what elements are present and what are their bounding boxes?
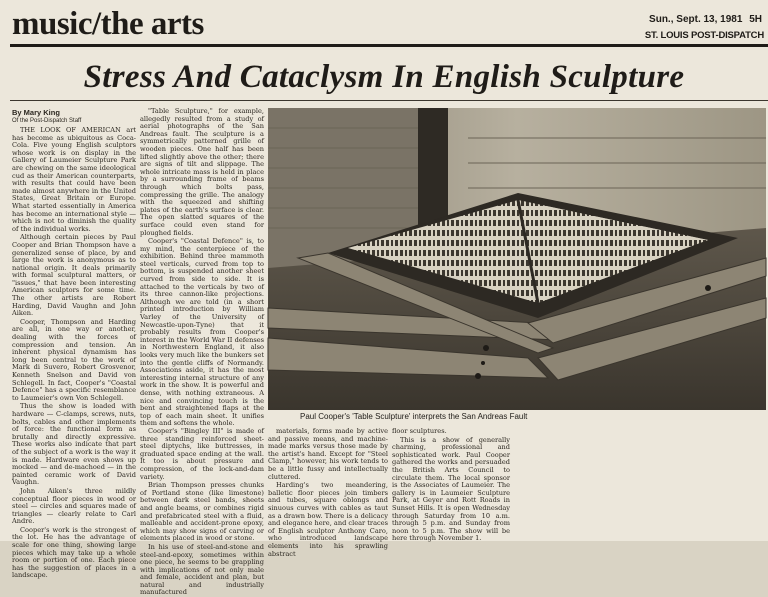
paragraph: Although certain pieces by Paul Cooper and Brian Thompson have a generalized sense of place, by and large the work is anonymous as to national origin. It deals primarily with formal sculptural matters, or "issues," that have been interesting American sculptors for some time. The other artists are Robert Harding, David Vaughn and John Aiken. (12, 233, 136, 318)
paragraph: Cooper, Thompson and Harding are all, in one way or another, dealing with the forces of compression and tension. An inherent physical dynamism has long been central to the work of Mark di Suvero, Robert Grosvenor, Kenneth Snelson and David von Schlegell. In fact, Cooper's "Coastal Defence" has a specific resemblance to Laumeier's own Von Schlegell. (12, 317, 136, 402)
byline-author: By Mary King (12, 108, 60, 117)
paragraph: Brian Thompson presses chunks of Portland stone (like limestone) between dark steel bands, sheets and angle beams, or combines rigid and prefabricated steel with a fluid, malleable and accident-prone epoxy, which may show signs of carving or elements placed in wood or stone. (140, 481, 264, 543)
paragraph: Thus the show is loaded with hardware — C-clamps, screws, nuts, bolts, cables and other implements of force: the functional form as brutally and directly expressive. These works also indicate that part of the subject of a work is the way it is made. Hardware even shows up mocked — and de-machoed — in the painted ceramic work of David Vaughn. (12, 402, 136, 487)
paragraph: Cooper's work is the strongest of the lot. He has the advantage of scale for one thing, showing large pieces which may take up a whole room or portion of one. Each piece has the suggestion of places in a landscape. (12, 525, 136, 580)
paragraph: John Aiken's three mildly conceptual floor pieces in wood or steel — circles and squares made of triangles — clearly relate to Carl Andre. (12, 486, 136, 526)
page-number: 5H (749, 14, 762, 25)
newspaper-name: ST. LOUIS POST-DISPATCH (644, 30, 764, 41)
article-column-2-continued (140, 427, 264, 597)
article-column-2 (140, 108, 264, 426)
headline-rule (10, 100, 768, 101)
masthead-rule (10, 44, 768, 47)
paragraph: floor sculptures. (392, 427, 447, 435)
paragraph: In his use of steel-and-stone and steel-and-epoxy, sometimes within one piece, he seems to be grappling with implications of not only male and female, accident and plan, but natural and industrially manufactured (140, 542, 264, 597)
paragraph: Cooper's "Coastal Defence" is, to my mind, the centerpiece of the exhibition. Behind three mammoth steel verticals, curved from top to bottom, is suspended another sheet curved from side to side. It is attached to the verticals by two of its three cannon-like projections. Although we are told (in a short printed introduction by William Varley of the University of Newcastle-upon-Tyne) that it probably results from Cooper's interest in the World War II defenses in Northwestern England, it also looks very much like the bunkers set into the gentle cliffs of Normandy. Associations aside, it has the most interesting internal structure of any work in the show. It is powerful and dense, with nothing extraneous. A nice and convincing touch is the bent and straightened flaps at the top of each main sheet. It unifies them and softens the whole. (140, 237, 264, 428)
table-sculpture-image (268, 108, 766, 410)
article-column-1 (12, 108, 136, 580)
issue-date-text: Sun., Sept. 13, 1981 (649, 14, 743, 25)
section-title: music/the arts (12, 6, 204, 42)
paragraph: materials, forms made by active and passive means, and machine-made marks versus those made by the artist's hand. Except for "Steel Clamp," however, his work tends to be a little fussy and intellectually cluttered. (268, 427, 388, 481)
sculpture-photo (268, 108, 766, 410)
article-column-3 (268, 427, 388, 558)
paragraph: Harding's two meandering, balletic floor pieces join timbers and tubes, square oblongs and sinuous curves with cables as taut as a drawn bow. There is a delicacy and elegance here, and clear traces of English sculptor Anthony Caro, who introduced landscape elements into his sprawling abstract (268, 481, 388, 558)
issue-date (649, 14, 762, 25)
paragraph: Cooper's "Bingley III" is made of three standing reinforced sheet-steel diptychs, like buttresses, in graduated space ending at the wall. It too is about pressure and compression, of the lock-and-dam variety. (140, 427, 264, 481)
article-column-4 (392, 427, 510, 543)
paragraph: THE LOOK OF AMERICAN art has become as ubiquitous as Coca-Cola. Five young English sculptors whose work is on display in the Gallery of Laumeier Sculpture Park are chewing on the same ideological cud as their American counterparts, with results that could have been made almost anywhere in the United States, Great Britain or Europe. What started essentially in America has become an international style — which is not to diminish the quality of the individual works. (12, 126, 136, 233)
article-headline: Stress And Cataclysm In English Sculpture (83, 59, 685, 95)
paragraph: This is a show of generally charming, professional and sophisticated work. Paul Cooper gathered the works and persuaded the British Arts Council to circulate them. The local sponsor is the Associates of Laumeier. The gallery is in Laumeier Sculpture Park, at Geyer and Rott Roads in Sunset Hills. It is open Wednesday through Saturday from 10 a.m. through 5 p.m. and Sunday from noon to 5 p.m. The show will be here through November 1. (392, 435, 510, 543)
byline-staff: Of the Post-Dispatch Staff (12, 118, 82, 124)
photo-caption: Paul Cooper's 'Table Sculpture' interprets the San Andreas Fault (300, 412, 528, 421)
paragraph: "Table Sculpture," for example, allegedly resulted from a study of aerial photographs of the San Andreas fault. The sculpture is a symmetrically patterned grille of wooden pieces. One half has been lifted slightly above the other; there are signs of tilt and slippage. The whole intricate mass is held in place by a surrounding frame of beams through which bolts pass, compressing the grille. The analogy with the squeezed and shifting plates of the earth's surface is clear. The open slatted squares of the surface could even stand for ploughed fields. (140, 107, 264, 237)
